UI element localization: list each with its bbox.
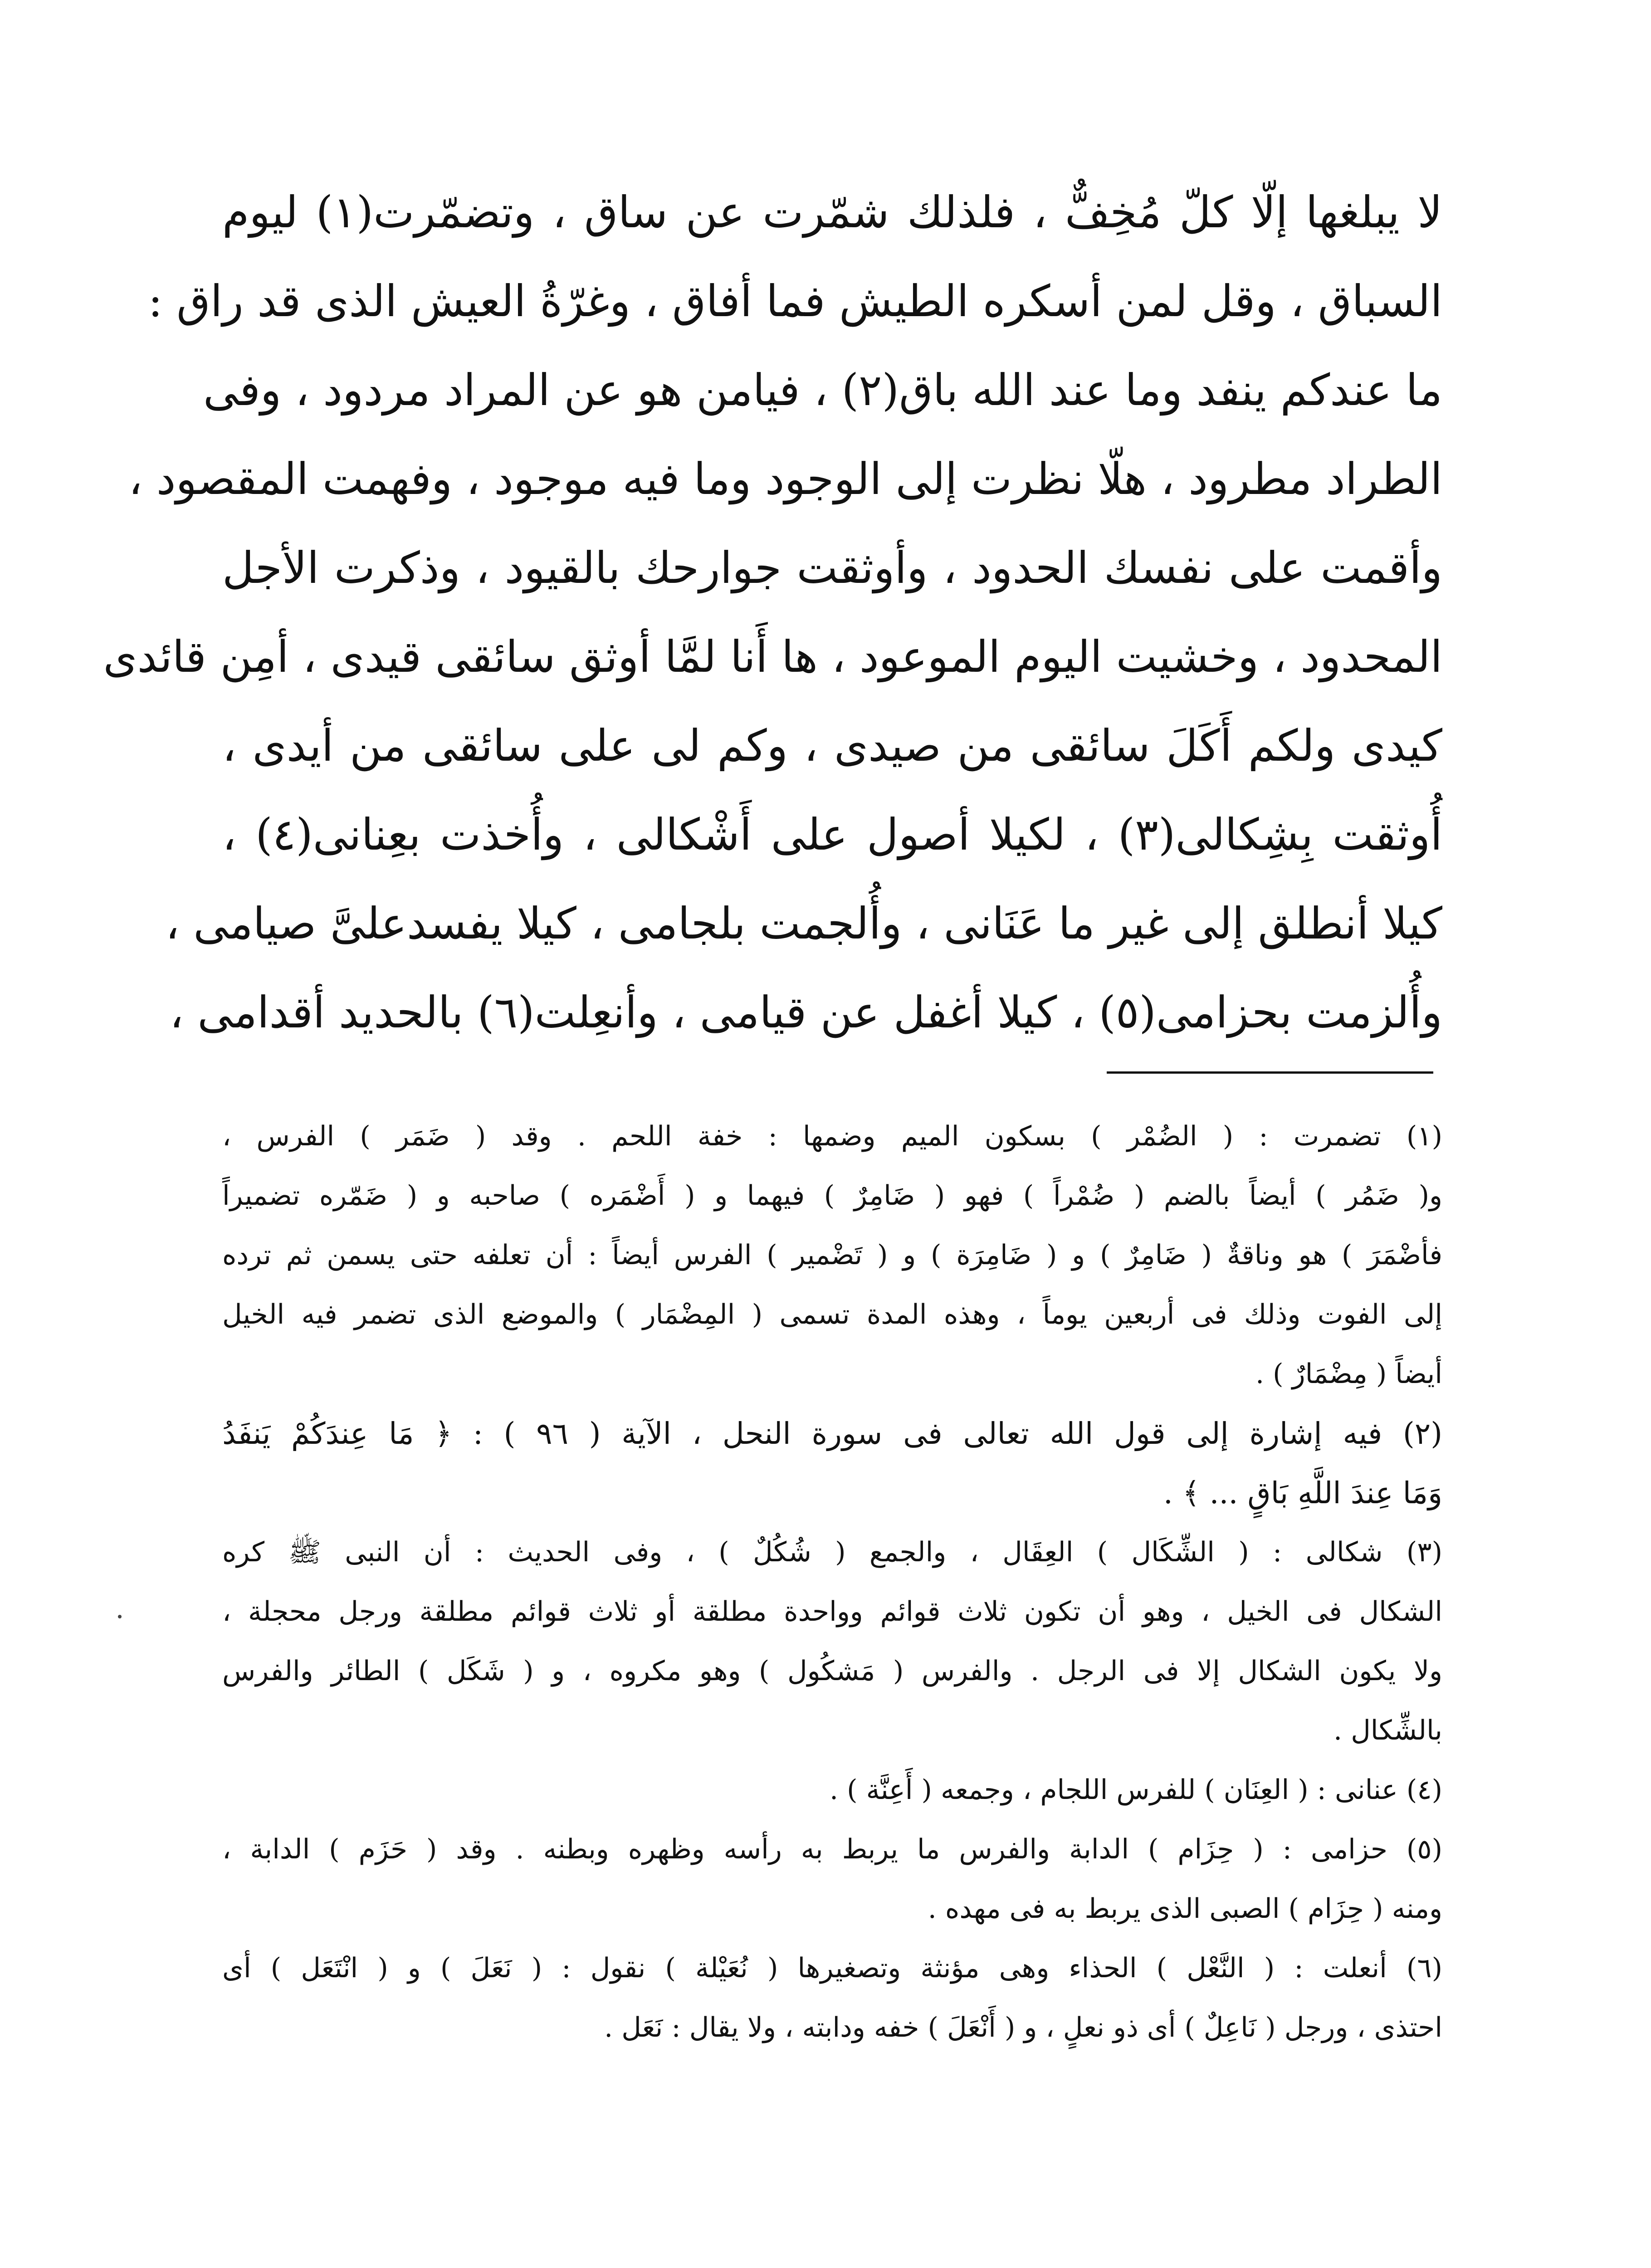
footnote-line: إلى الفوت وذلك فى أربعين يوماً ، وهذه المدة تسمى ( المِضْمَار ) والموضع الذى تضمر فيه الخيل: [222, 1299, 1442, 1330]
body-line: ما عندكم ينفد وما عند الله باق(٢) ، فيامن هو عن المراد مردود ، وفى: [203, 365, 1442, 415]
footnote-line: الشكال فى الخيل ، وهو أن تكون ثلاث قوائم وواحدة مطلقة أو ثلاث قوائم مطلقة ورجل محجلة ،: [222, 1596, 1442, 1628]
footnote-line: و( ضَمُر ) أيضاً بالضم ( ضُمْراً ) فهو ( ضَامِرٌ ) فيهما و ( أَضْمَره ) صاحبه و ( ضَمّره تضميراً: [222, 1180, 1442, 1212]
body-line: كيلا أنطلق إلى غير ما عَنَانى ، وأُلجمت بلجامى ، كيلا يفسدعلىَّ صيامى ،: [165, 898, 1442, 949]
body-line: كيدى ولكم أَكَلَ سائقى من صيدى ، وكم لى على سائقى من أيدى ،: [222, 720, 1442, 771]
footnotes: [222, 1107, 1442, 2058]
footnote-line: (٣) شكالى : ( الشِّكَال ) العِقَال ، والجمع ( شُكُلٌ ) ، وفى الحديث : أن النبى ﷺ كره: [222, 1536, 1442, 1568]
footnote-line: ومنه ( حِزَام ) الصبى الذى يربط به فى مهده .: [928, 1893, 1442, 1925]
footnote-line: احتذى ، ورجل ( نَاعِلٌ ) أى ذو نعلٍ ، و ( أَنْعَلَ ) خفه ودابته ، ولا يقال : نَعَل .: [604, 2012, 1442, 2043]
scan-speck: [118, 1615, 122, 1618]
body-line: وأُلزمت بحزامى(٥) ، كيلا أغفل عن قيامى ، وأنعِلت(٦) بالحديد أقدامى ،: [169, 987, 1442, 1038]
footnote-line: وَمَا عِندَ اللَّهِ بَاقٍ ... ﴾ .: [1163, 1476, 1442, 1510]
footnote-separator: [1107, 1071, 1433, 1074]
footnote-line: (١) تضمرت : ( الضُمْر ) بسكون الميم وضمها : خفة اللحم . وقد ( ضَمَر ) الفرس ،: [222, 1120, 1442, 1152]
footnote-line: فأضْمَرَ ) هو وناقةٌ ( ضَامِرٌ ) و ( ضَامِرَة ) و ( تَضْمير ) الفرس أيضاً : أن تعلفه حتى يسمن ثم ترده: [222, 1239, 1442, 1271]
body-line: لا يبلغها إلّا كلّ مُخِفٌّ ، فلذلك شمّرت عن ساق ، وتضمّرت(١) ليوم: [222, 187, 1443, 238]
footnote-line: أيضاً ( مِضْمَارٌ ) .: [1255, 1358, 1442, 1390]
body-line: المحدود ، وخشيت اليوم الموعود ، ها أَنا لمَّا أوثق سائقى قيدى ، أمِن قائدى: [103, 631, 1442, 682]
body-line: وأقمت على نفسك الحدود ، وأوثقت جوارحك بالقيود ، وذكرت الأجل: [222, 543, 1442, 593]
body-line: الطراد مطرود ، هلّا نظرت إلى الوجود وما فيه موجود ، وفهمت المقصود ،: [128, 454, 1442, 504]
footnote-line: (٤) عنانى : ( العِنَان ) للفرس اللجام ، وجمعه ( أَعِنَّة ) .: [830, 1774, 1442, 1806]
footnote-line: (٥) حزامى : ( حِزَام ) الدابة والفرس ما يربط به رأسه وظهره وبطنه . وقد ( حَزَم ) الدابة ،: [222, 1833, 1442, 1865]
body-line: السباق ، وقل لمن أسكره الطيش فما أفاق ، وغرّةُ العيش الذى قد راق :: [148, 276, 1442, 327]
footnote-line: بالشِّكال .: [1334, 1715, 1442, 1746]
main-text: [103, 168, 1443, 1057]
footnote-line: ولا يكون الشكال إلا فى الرجل . والفرس ( مَشكُول ) وهو مكروه ، و ( شَكَل ) الطائر والفرس: [222, 1655, 1442, 1687]
footnote-line: (٢) فيه إشارة إلى قول الله تعالى فى سورة النحل ، الآية ( ٩٦ ) : ﴿ مَا عِندَكُمْ يَنفَدُ: [222, 1416, 1442, 1451]
body-line: أُوثقت بِشِكالى(٣) ، لكيلا أصول على أَشْكالى ، وأُخذت بعِنانى(٤) ،: [222, 809, 1443, 860]
footnote-line: (٦) أنعلت : ( النَّعْل ) الحذاء وهى مؤنثة وتصغيرها ( نُعَيْلة ) نقول : ( نَعَلَ ) و ( انْتَعَل ) أى: [222, 1952, 1442, 1984]
